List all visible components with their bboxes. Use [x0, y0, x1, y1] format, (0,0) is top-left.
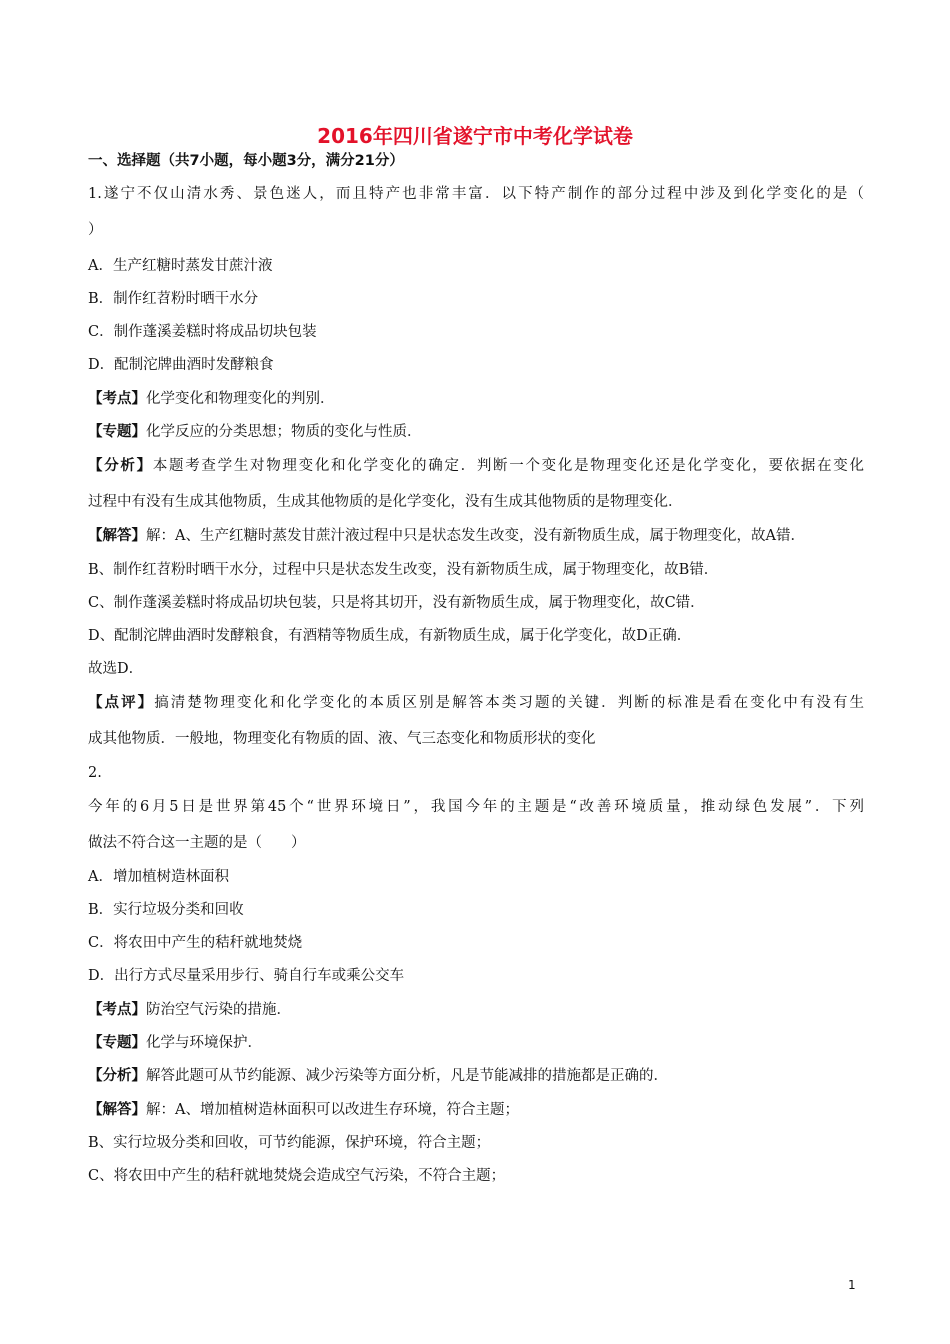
q1-fenxi-line2: 过程中有没有生成其他物质，生成其他物质的是化学变化，没有生成其他物质的是物理变化． [88, 494, 683, 510]
q1-jieda-c: C、制作蓬溪姜糕时将成品切块包装，只是将其切开，没有新物质生成，属于物理变化，故C错． [88, 595, 705, 611]
q1-stem-line2: ） [88, 222, 103, 238]
q2-number: 2. [88, 765, 102, 781]
zhuanti-tag: 【专题】 [88, 423, 146, 440]
q1-option-d: D．配制沱牌曲酒时发酵粮食 [88, 357, 274, 373]
zhuanti-tag: 【专题】 [88, 1034, 146, 1051]
q1-dianping-line2: 成其他物质．一般地，物理变化有物质的固、液、气三态变化和物质形状的变化 [88, 731, 596, 747]
zhuanti-text: 化学反应的分类思想；物质的变化与性质． [146, 424, 422, 440]
fenxi-tag: 【分析】 [88, 457, 153, 474]
q1-fenxi-line1 [88, 456, 864, 476]
q2-zhuanti [88, 1033, 262, 1053]
jieda-text1: 解：A、增加植树造林面积可以改进生存环境，符合主题； [146, 1102, 519, 1118]
q1-kaodian [88, 389, 335, 409]
section-heading: 一、选择题（共7小题，每小题3分，满分21分） [88, 153, 404, 169]
fenxi-text1: 本题考查学生对物理变化和化学变化的确定．判断一个变化是物理变化还是化学变化，要依据在变化 [152, 458, 864, 474]
kaodian-text: 防治空气污染的措施． [146, 1002, 291, 1018]
kaodian-text: 化学变化和物理变化的判别． [146, 391, 335, 407]
dianping-text1: 搞清楚物理变化和化学变化的本质区别是解答本类习题的关键．判断的标准是看在变化中有没有生 [154, 695, 864, 711]
q2-stem-line2: 做法不符合这一主题的是（ ） [88, 835, 306, 851]
page-number: 1 [848, 1278, 856, 1292]
page-title: 2016年四川省遂宁市中考化学试卷 [317, 124, 633, 148]
q2-option-c: C．将农田中产生的秸秆就地焚烧 [88, 935, 303, 951]
fenxi-tag: 【分析】 [88, 1067, 146, 1084]
q1-zhuanti [88, 422, 422, 442]
q1-dianping-line1 [88, 693, 864, 713]
q2-jieda-line1 [88, 1100, 519, 1120]
q2-fenxi [88, 1066, 668, 1086]
q1-jieda-d: D、配制沱牌曲酒时发酵粮食，有酒精等物质生成，有新物质生成，属于化学变化，故D正确． [88, 628, 692, 644]
dianping-tag: 【点评】 [88, 694, 155, 711]
jieda-tag: 【解答】 [88, 1101, 146, 1118]
q2-option-a: A．增加植树造林面积 [88, 869, 229, 885]
q2-jieda-b: B、实行垃圾分类和回收，可节约能源，保护环境，符合主题； [88, 1135, 491, 1151]
fenxi-text: 解答此题可从节约能源、减少污染等方面分析，凡是节能减排的措施都是正确的． [146, 1068, 668, 1084]
q1-option-c: C．制作蓬溪姜糕时将成品切块包装 [88, 324, 317, 340]
q1-option-b: B．制作红苕粉时晒干水分 [88, 291, 259, 307]
q2-option-d: D．出行方式尽量采用步行、骑自行车或乘公交车 [88, 968, 405, 984]
kaodian-tag: 【考点】 [88, 390, 146, 407]
q2-kaodian [88, 1000, 291, 1020]
zhuanti-text: 化学与环境保护． [146, 1035, 262, 1051]
q2-jieda-c: C、将农田中产生的秸秆就地焚烧会造成空气污染，不符合主题； [88, 1168, 506, 1184]
q1-option-a: A．生产红糖时蒸发甘蔗汁液 [88, 258, 273, 274]
jieda-tag: 【解答】 [88, 527, 146, 544]
q1-jieda-line1 [88, 526, 805, 546]
q2-stem-line1: 今年的6月5日是世界第45个“世界环境日”，我国今年的主题是“改善环境质量，推动绿色发展”．下列 [88, 799, 864, 815]
kaodian-tag: 【考点】 [88, 1001, 146, 1018]
q1-jieda-b: B、制作红苕粉时晒干水分，过程中只是状态发生改变，没有新物质生成，属于物理变化，故B错． [88, 562, 719, 578]
q1-answer: 故选D． [88, 661, 144, 677]
q2-option-b: B．实行垃圾分类和回收 [88, 902, 244, 918]
q1-stem-line1: 1.遂宁不仅山清水秀、景色迷人，而且特产也非常丰富．以下特产制作的部分过程中涉及到化学变化的是（ [88, 186, 864, 202]
jieda-text1: 解：A、生产红糖时蒸发甘蔗汁液过程中只是状态发生改变，没有新物质生成，属于物理变化，故A错． [146, 528, 805, 544]
